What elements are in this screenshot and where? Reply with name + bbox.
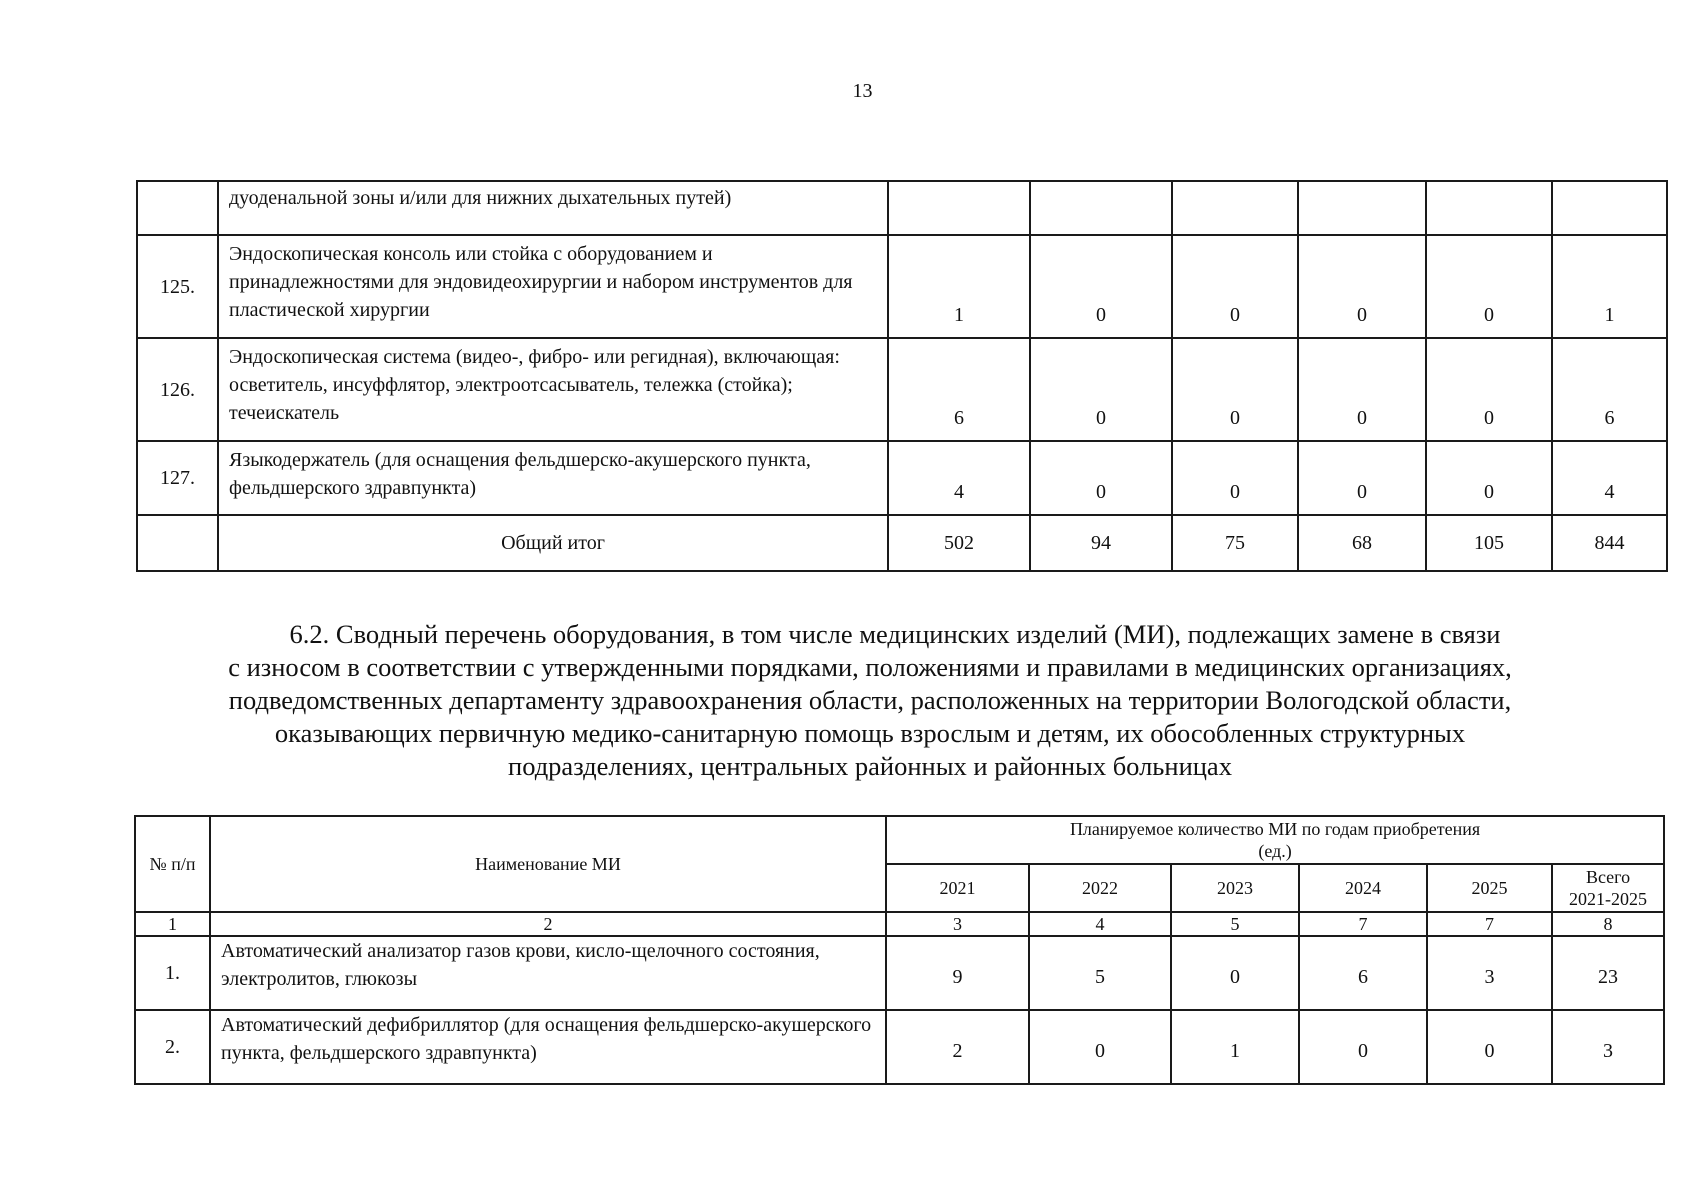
header-total — [1552, 864, 1664, 912]
heading-line: с износом в соответствии с утвержденными порядками, положениями и правилами в медицинских организациях, — [228, 652, 1512, 682]
header-year-2021: 2021 — [886, 864, 1029, 912]
row-number: 125. — [137, 235, 218, 338]
column-number: 8 — [1552, 912, 1664, 936]
item-name: Автоматический анализатор газов крови, кисло-щелочного состояния, электролитов, глюкозы — [210, 936, 886, 1010]
table-row — [135, 936, 1664, 1010]
value-2021: 6 — [888, 338, 1030, 441]
column-number: 7 — [1427, 912, 1552, 936]
value-2022: 0 — [1029, 1010, 1171, 1084]
row-number: 2. — [135, 1010, 210, 1084]
table-row — [135, 1010, 1664, 1084]
column-number: 5 — [1171, 912, 1299, 936]
heading-line: подразделениях, центральных районных и районных больницах — [508, 751, 1232, 781]
value-2021 — [888, 181, 1030, 235]
row-number — [137, 181, 218, 235]
value-2025: 3 — [1427, 936, 1552, 1010]
value-2025: 0 — [1426, 441, 1552, 515]
value-total — [1552, 181, 1667, 235]
value-2024 — [1298, 181, 1426, 235]
equipment-replacement-table — [134, 815, 1665, 1085]
value-2024: 0 — [1299, 1010, 1427, 1084]
value-2025 — [1426, 181, 1552, 235]
value-total: 4 — [1552, 441, 1667, 515]
header-year-2023: 2023 — [1171, 864, 1299, 912]
value-2024: 0 — [1298, 441, 1426, 515]
item-name: дуоденальной зоны и/или для нижних дыхательных путей) — [218, 181, 888, 235]
heading-line: 6.2. Сводный перечень оборудования, в том числе медицинских изделий (МИ), подлежащих замене в связи — [289, 619, 1501, 649]
equipment-table-continued — [136, 180, 1668, 572]
value-2025: 0 — [1426, 338, 1552, 441]
value-total: 3 — [1552, 1010, 1664, 1084]
total-2024: 68 — [1298, 515, 1426, 571]
value-2021: 4 — [888, 441, 1030, 515]
value-2023: 0 — [1172, 441, 1298, 515]
table-row — [137, 441, 1667, 515]
value-2021: 9 — [886, 936, 1029, 1010]
table-row — [137, 338, 1667, 441]
value-total: 23 — [1552, 936, 1664, 1010]
value-total: 6 — [1552, 338, 1667, 441]
header-num: № п/п — [135, 816, 210, 912]
header-planned — [886, 816, 1664, 864]
row-number: 126. — [137, 338, 218, 441]
header-year-2024: 2024 — [1299, 864, 1427, 912]
header-total-line2: 2021-2025 — [1569, 889, 1648, 909]
row-number: 1. — [135, 936, 210, 1010]
header-year-2025: 2025 — [1427, 864, 1552, 912]
value-2024: 0 — [1298, 235, 1426, 338]
row-number — [137, 515, 218, 571]
column-number: 2 — [210, 912, 886, 936]
total-2023: 75 — [1172, 515, 1298, 571]
column-number: 7 — [1299, 912, 1427, 936]
table-row — [137, 181, 1667, 235]
value-2022: 0 — [1030, 338, 1172, 441]
value-2023 — [1172, 181, 1298, 235]
item-name: Автоматический дефибриллятор (для оснащения фельдшерско-акушерского пункта, фельдшерского здравпункта) — [210, 1010, 886, 1084]
value-2022: 0 — [1030, 235, 1172, 338]
value-2023: 0 — [1171, 936, 1299, 1010]
column-number: 4 — [1029, 912, 1171, 936]
value-2023: 0 — [1172, 338, 1298, 441]
column-number: 1 — [135, 912, 210, 936]
header-planned-line2: (ед.) — [1258, 841, 1292, 861]
value-2024: 6 — [1299, 936, 1427, 1010]
total-all: 844 — [1552, 515, 1667, 571]
header-year-2022: 2022 — [1029, 864, 1171, 912]
item-name: Языкодержатель (для оснащения фельдшерско-акушерского пункта, фельдшерского здравпункта) — [218, 441, 888, 515]
value-2023: 1 — [1171, 1010, 1299, 1084]
section-heading — [160, 618, 1580, 783]
value-2025: 0 — [1426, 235, 1552, 338]
heading-line: оказывающих первичную медико-санитарную помощь взрослым и детям, их обособленных структурных — [274, 718, 1466, 748]
column-number: 3 — [886, 912, 1029, 936]
value-2021: 2 — [886, 1010, 1029, 1084]
column-numbers-row — [135, 912, 1664, 936]
value-2022: 0 — [1030, 441, 1172, 515]
total-2021: 502 — [888, 515, 1030, 571]
item-name: Эндоскопическая система (видео-, фибро- или регидная), включающая: осветитель, инсуффлятор, электроотсасыватель, тележка (стойка); течеискатель — [218, 338, 888, 441]
value-2024: 0 — [1298, 338, 1426, 441]
table-row — [137, 235, 1667, 338]
value-2022 — [1030, 181, 1172, 235]
header-name: Наименование МИ — [210, 816, 886, 912]
total-row — [137, 515, 1667, 571]
heading-line: подведомственных департаменту здравоохранения области, расположенных на территории Вологодской области, — [228, 685, 1512, 715]
value-2021: 1 — [888, 235, 1030, 338]
page-number: 13 — [852, 80, 873, 102]
header-row — [135, 816, 1664, 864]
header-total-line1: Всего — [1585, 867, 1631, 887]
total-2022: 94 — [1030, 515, 1172, 571]
value-2023: 0 — [1172, 235, 1298, 338]
total-2025: 105 — [1426, 515, 1552, 571]
total-label: Общий итог — [218, 515, 888, 571]
row-number: 127. — [137, 441, 218, 515]
header-planned-line1: Планируемое количество МИ по годам приобретения — [1069, 819, 1481, 839]
value-2022: 5 — [1029, 936, 1171, 1010]
value-total: 1 — [1552, 235, 1667, 338]
value-2025: 0 — [1427, 1010, 1552, 1084]
item-name: Эндоскопическая консоль или стойка с оборудованием и принадлежностями для эндовидеохирургии и набором инструментов для пластической хирургии — [218, 235, 888, 338]
